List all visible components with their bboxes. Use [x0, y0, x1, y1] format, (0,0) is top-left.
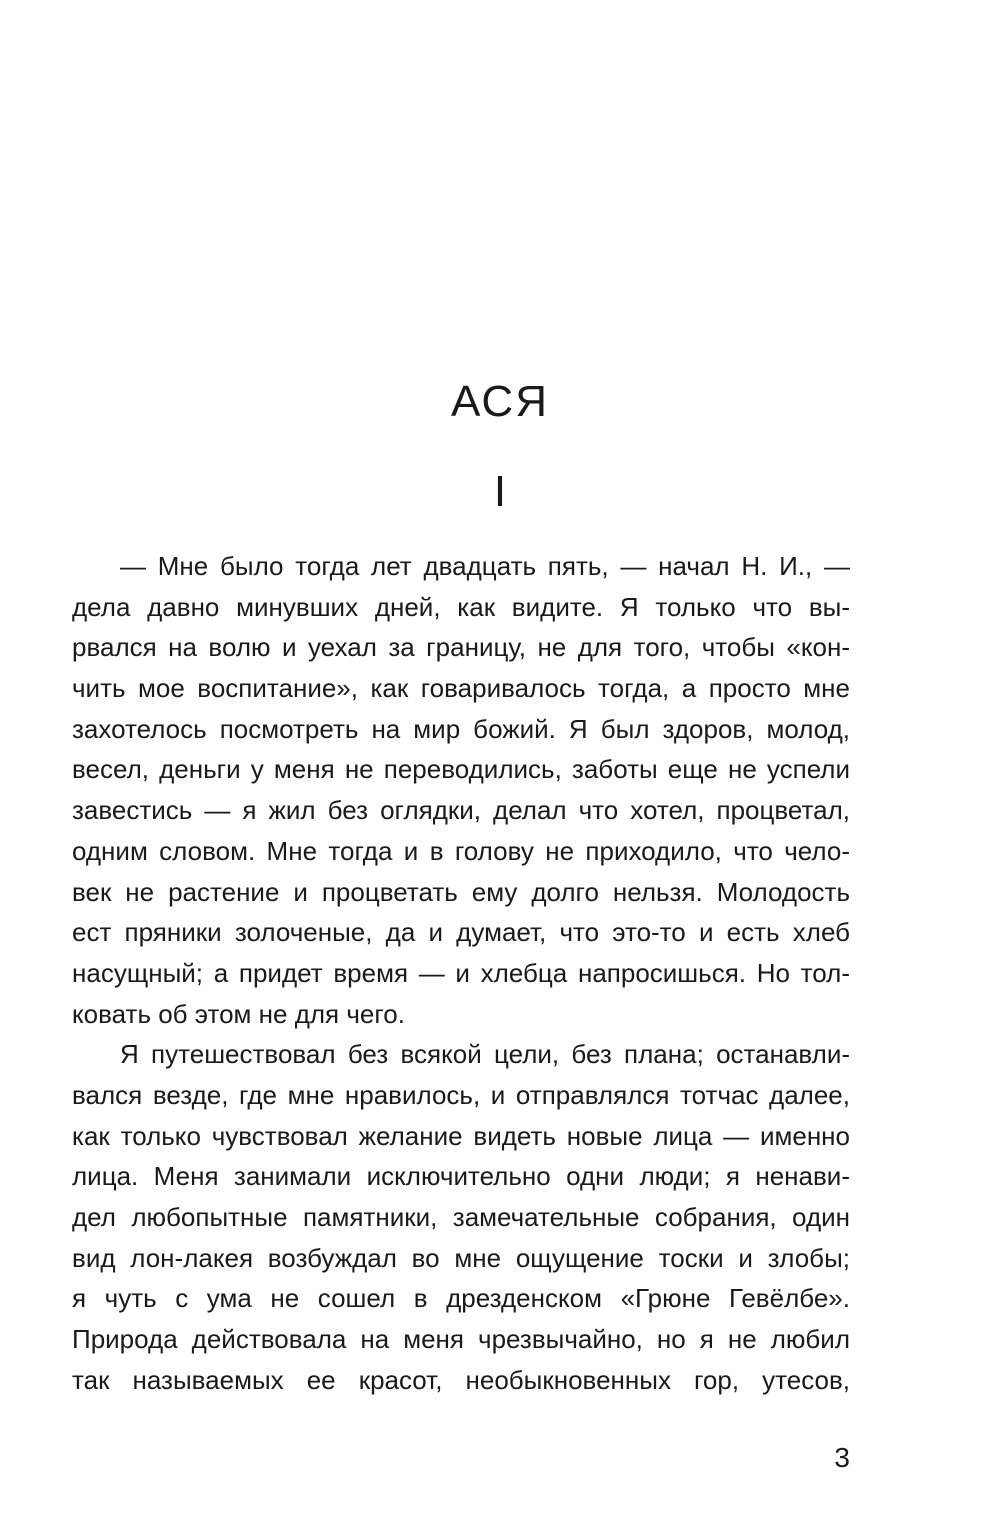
- text-line: одним словом. Мне тогда и в голову не приходило, что чело-: [72, 835, 850, 866]
- text-line: захотелось посмотреть на мир божий. Я был здоров, молод,: [72, 713, 850, 744]
- text-line: как только чувствовал желание видеть новые лица — именно: [72, 1120, 850, 1151]
- text-line: лица. Меня занимали исключительно одни люди; я ненави-: [72, 1161, 850, 1192]
- body-text: [72, 546, 850, 1400]
- paragraph: [72, 546, 850, 1034]
- story-title: АСЯ: [451, 377, 549, 426]
- text-line: так называемых ее красот, необыкновенных гор, утесов,: [72, 1364, 850, 1395]
- text-line: дела давно минувших дней, как видите. Я только что вы-: [72, 591, 850, 622]
- text-line: вался везде, где мне нравилось, и отправлялся тотчас далее,: [72, 1079, 850, 1110]
- text-line: вид лон-лакея возбуждал во мне ощущение тоски и злобы;: [72, 1242, 850, 1273]
- text-line: век не растение и процветать ему долго нельзя. Молодость: [72, 876, 850, 907]
- text-line: ест пряники золоченые, да и думает, что это-то и есть хлеб: [72, 917, 850, 948]
- text-line: чить мое воспитание», как говаривалось тогда, а просто мне: [72, 673, 850, 704]
- text-line: я чуть с ума не сошел в дрезденском «Грюне Гевёлбе».: [72, 1283, 850, 1314]
- text-line: — Мне было тогда лет двадцать пять, — начал Н. И., —: [120, 551, 850, 581]
- text-line: Я путешествовал без всякой цели, без плана; останавли-: [120, 1039, 850, 1070]
- text-line: ковать об этом не для чего.: [72, 998, 405, 1029]
- page-number: 3: [834, 1442, 850, 1473]
- chapter-number: I: [493, 467, 507, 516]
- text-line: дел любопытные памятники, замечательные собрания, один: [72, 1202, 850, 1232]
- text-line: завестись — я жил без оглядки, делал что хотел, процветал,: [72, 795, 850, 826]
- text-line: насущный; а придет время — и хлебца напросишься. Но тол-: [72, 957, 850, 988]
- text-line: весел, деньги у меня не переводились, заботы еще не успели: [72, 754, 850, 785]
- text-line: Природа действовала на меня чрезвычайно, но я не любил: [72, 1324, 850, 1355]
- text-line: рвался на волю и уехал за границу, не для того, чтобы «кон-: [72, 632, 850, 663]
- paragraph: [72, 1034, 850, 1400]
